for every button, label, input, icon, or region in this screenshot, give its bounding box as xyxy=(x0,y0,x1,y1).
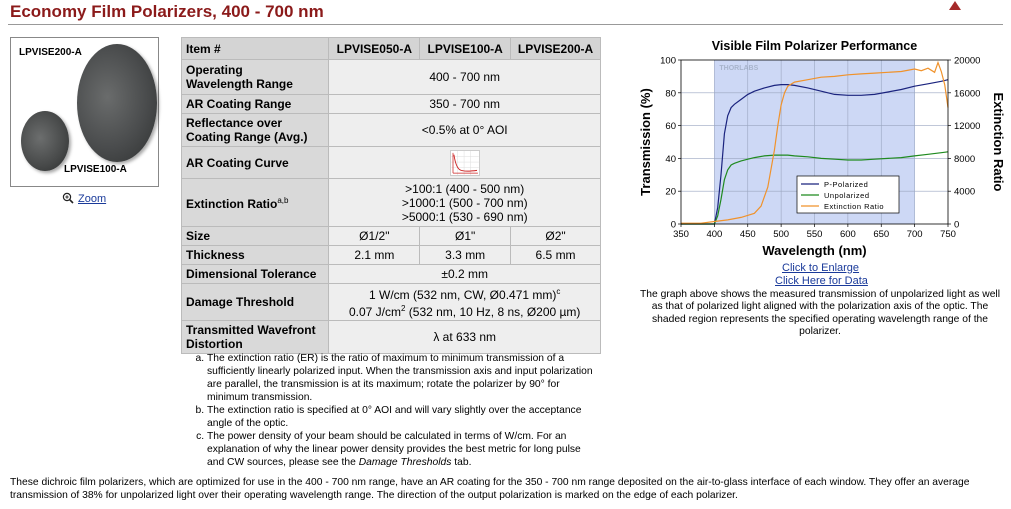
y-tick-label: 20 xyxy=(665,186,676,198)
footnote-a: a. The extinction ratio (ER) is the ratio of maximum to minimum transmission of a sufficiently linearly polarized input. When the transmission axis and input polarization are parallel, the transmission is at its maximum; rotate the polarizer by 90° for minimum transmission. xyxy=(207,352,596,404)
y-tick-label: 60 xyxy=(665,121,676,133)
table-row xyxy=(182,321,601,354)
row-label-thickness: Thickness xyxy=(182,246,329,265)
footnote-b: b. The extinction ratio is specified at 0° AOI and will vary slightly over the acceptance angle of the optic. xyxy=(207,404,596,430)
title-divider xyxy=(8,24,1003,25)
y2-tick-label: 16000 xyxy=(954,88,981,100)
label-lpvise100: LPVISE100-A xyxy=(64,164,127,175)
footnote-c: c. The power density of your beam should be calculated in terms of W/cm. For an explanation of why the linear power density provides the best metric for long pulse and CW sources, please see the Damage Thresholds tab. xyxy=(207,430,596,469)
product-description: These dichroic film polarizers, which are optimized for use in the 400 - 700 nm range, have an AR coating for the 350 - 700 nm range deposited on the air-to-glass interface of each window. They offer an average transmission of 38% for unpolarized light over their operating wavelength range. The direction of the output polarization is marked on the edge of each polarizer. xyxy=(10,477,970,501)
table-row xyxy=(182,265,601,284)
y-tick-label: 40 xyxy=(665,153,676,165)
row-label-extinction: Extinction Ratio$^{a,b}$ xyxy=(182,179,329,227)
x-tick-label: 600 xyxy=(839,229,856,240)
y2-axis-title: Extinction Ratio xyxy=(991,92,1006,192)
x-axis-title: Wavelength (nm) xyxy=(762,243,867,258)
value-damage: 1 W/cm (532 nm, CW, Ø0.471 mm)$^c$ 0.07 $J/cm^2$ (532 nm, 10 Hz, 8 ns, Ø200 µm) xyxy=(329,284,601,321)
table-row xyxy=(182,227,601,246)
watermark-text: THORLABS xyxy=(719,65,759,72)
chart-title: Visible Film Polarizer Performance xyxy=(711,39,918,53)
y2-tick-label: 4000 xyxy=(954,186,976,198)
magnifier-icon xyxy=(62,192,74,204)
value-extinction: >100:1 (400 - 500 nm) >1000:1 (500 - 700 nm) >5000:1 (530 - 690 nm) xyxy=(329,179,601,227)
table-row xyxy=(182,60,601,95)
y-tick-label: 80 xyxy=(665,88,676,100)
table-row xyxy=(182,284,601,321)
value-size-050: Ø1/2" xyxy=(329,227,420,246)
click-for-data-link[interactable]: Click Here for Data xyxy=(775,275,868,287)
row-label-size: Size xyxy=(182,227,329,246)
value-wavefront: λ at 633 nm xyxy=(329,321,601,354)
header-item: Item # xyxy=(182,38,329,60)
product-image[interactable] xyxy=(10,37,159,187)
x-tick-label: 350 xyxy=(673,229,689,240)
page-title: Economy Film Polarizers, 400 - 700 nm xyxy=(10,2,324,21)
footnotes xyxy=(196,352,596,469)
table-row xyxy=(182,114,601,147)
header-lpvise100: LPVISE100-A xyxy=(420,38,511,60)
chart-svg xyxy=(636,36,1008,266)
x-tick-label: 500 xyxy=(773,229,790,240)
header-lpvise200: LPVISE200-A xyxy=(511,38,601,60)
value-thickness-100: 3.3 mm xyxy=(420,246,511,265)
legend-label-2: Unpolarized xyxy=(824,191,870,200)
table-row xyxy=(182,179,601,227)
y2-tick-label: 0 xyxy=(954,219,960,231)
y2-tick-label: 20000 xyxy=(954,55,981,67)
value-ar-curve xyxy=(329,147,601,179)
value-reflectance: <0.5% at 0° AOI xyxy=(329,114,601,147)
x-tick-label: 450 xyxy=(739,229,756,240)
value-size-200: Ø2" xyxy=(511,227,601,246)
legend-label-1: P-Polarized xyxy=(824,180,869,189)
x-tick-label: 750 xyxy=(940,229,956,240)
value-thickness-200: 6.5 mm xyxy=(511,246,601,265)
y-axis-title: Transmission (%) xyxy=(638,88,653,196)
table-header-row xyxy=(182,38,601,60)
back-to-top-icon[interactable] xyxy=(949,1,961,10)
table-row xyxy=(182,95,601,114)
damage-thresholds-tab-ref: Damage Thresholds xyxy=(358,457,452,468)
ar-curve-thumbnail-icon[interactable] xyxy=(450,150,480,176)
label-lpvise200: LPVISE200-A xyxy=(19,47,82,58)
zoom-link[interactable] xyxy=(62,192,106,205)
value-size-100: Ø1" xyxy=(420,227,511,246)
row-label-reflectance: Reflectance over Coating Range (Avg.) xyxy=(182,114,329,147)
legend-label-3: Extinction Ratio xyxy=(824,202,885,211)
zoom-label: Zoom xyxy=(78,193,107,205)
value-ar-range: 350 - 700 nm xyxy=(329,95,601,114)
row-label-damage: Damage Threshold xyxy=(182,284,329,321)
row-label-wavefront: Transmitted Wavefront Distortion xyxy=(182,321,329,354)
large-polarizer-image xyxy=(77,44,157,162)
value-tolerance: ±0.2 mm xyxy=(329,265,601,284)
performance-chart[interactable] xyxy=(636,36,1008,266)
x-tick-label: 400 xyxy=(706,229,723,240)
x-tick-label: 550 xyxy=(806,229,823,240)
x-tick-label: 650 xyxy=(873,229,890,240)
header-lpvise050: LPVISE050-A xyxy=(329,38,420,60)
row-label-ar-curve: AR Coating Curve xyxy=(182,147,329,179)
row-label-ar-range: AR Coating Range xyxy=(182,95,329,114)
y2-tick-label: 12000 xyxy=(954,121,981,133)
y-tick-label: 0 xyxy=(670,219,676,231)
x-tick-label: 700 xyxy=(906,229,923,240)
click-to-enlarge-link[interactable]: Click to Enlarge xyxy=(782,262,860,274)
table-row xyxy=(182,147,601,179)
chart-caption: The graph above shows the measured transmission of unpolarized light as well as that of polarized light aligned with the polarization axis of the optic. The shaded region represents the specified operating wavelength range of the polarizer. xyxy=(639,289,1000,338)
row-label-tolerance: Dimensional Tolerance xyxy=(182,265,329,284)
small-polarizer-image xyxy=(21,111,69,171)
value-operating-range: 400 - 700 nm xyxy=(329,60,601,95)
row-label-operating-range: Operating Wavelength Range xyxy=(182,60,329,95)
y-tick-label: 100 xyxy=(660,55,676,67)
specs-table xyxy=(181,37,601,354)
y2-tick-label: 8000 xyxy=(954,153,976,165)
value-thickness-050: 2.1 mm xyxy=(329,246,420,265)
table-row xyxy=(182,246,601,265)
